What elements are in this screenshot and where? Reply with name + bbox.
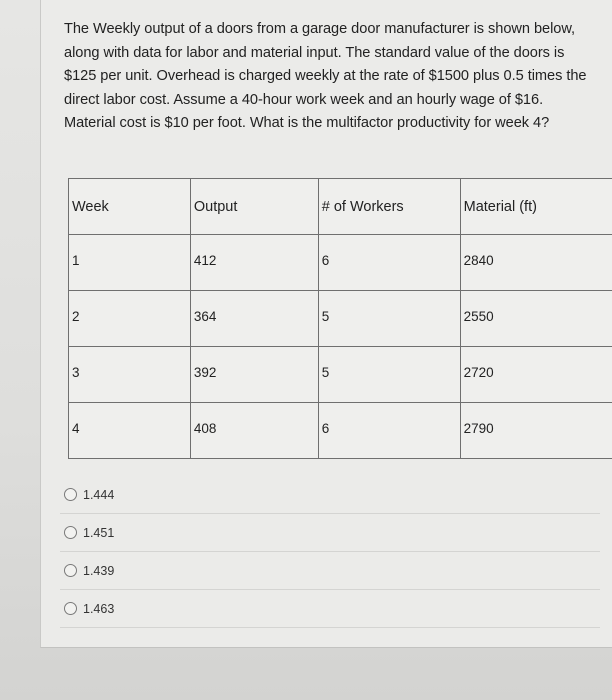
option-label: 1.451 <box>83 525 115 540</box>
cell-week: 4 <box>69 403 191 459</box>
radio-button[interactable] <box>64 564 77 577</box>
question-text: The Weekly output of a doors from a garage door manufacturer is shown below, along with data for labor and material input. The standard value of the doors is $125 per unit. Overhead is charged weekly at the rate of $1500 plus 0.5 times the direct labor cost. Assume a 40-hour work week and an hourly wage of $16. Material cost is $10 per foot. What is the multifactor productivity for week 4? <box>64 21 587 131</box>
cell-workers: 5 <box>318 291 460 347</box>
cell-material: 2720 <box>460 347 612 403</box>
radio-button[interactable] <box>64 602 77 615</box>
cell-week: 3 <box>69 347 191 403</box>
cell-output: 364 <box>190 291 318 347</box>
radio-button[interactable] <box>64 526 77 539</box>
radio-button[interactable] <box>64 488 77 501</box>
option-label: 1.439 <box>83 563 115 578</box>
answer-option-3[interactable] <box>60 552 600 590</box>
cell-material: 2840 <box>460 235 612 291</box>
cell-output: 392 <box>190 347 318 403</box>
cell-material: 2790 <box>460 403 612 459</box>
cell-output: 408 <box>190 403 318 459</box>
table-row <box>69 291 612 347</box>
header-output: Output <box>190 179 318 235</box>
table-row <box>69 347 612 403</box>
header-material: Material (ft) <box>460 179 612 235</box>
table-header-row <box>69 179 612 235</box>
header-workers: # of Workers <box>318 179 460 235</box>
cell-week: 1 <box>69 235 191 291</box>
header-week: Week <box>69 179 191 235</box>
cell-workers: 5 <box>318 347 460 403</box>
option-label: 1.463 <box>83 601 115 616</box>
answer-option-4[interactable] <box>60 590 600 628</box>
option-label: 1.444 <box>83 487 115 502</box>
cell-material: 2550 <box>460 291 612 347</box>
cell-workers: 6 <box>318 235 460 291</box>
table-row <box>69 403 612 459</box>
table-row <box>69 235 612 291</box>
cell-output: 412 <box>190 235 318 291</box>
answer-options <box>60 476 600 628</box>
answer-option-1[interactable] <box>60 476 600 514</box>
answer-option-2[interactable] <box>60 514 600 552</box>
cell-week: 2 <box>69 291 191 347</box>
cell-workers: 6 <box>318 403 460 459</box>
data-table <box>68 178 612 459</box>
